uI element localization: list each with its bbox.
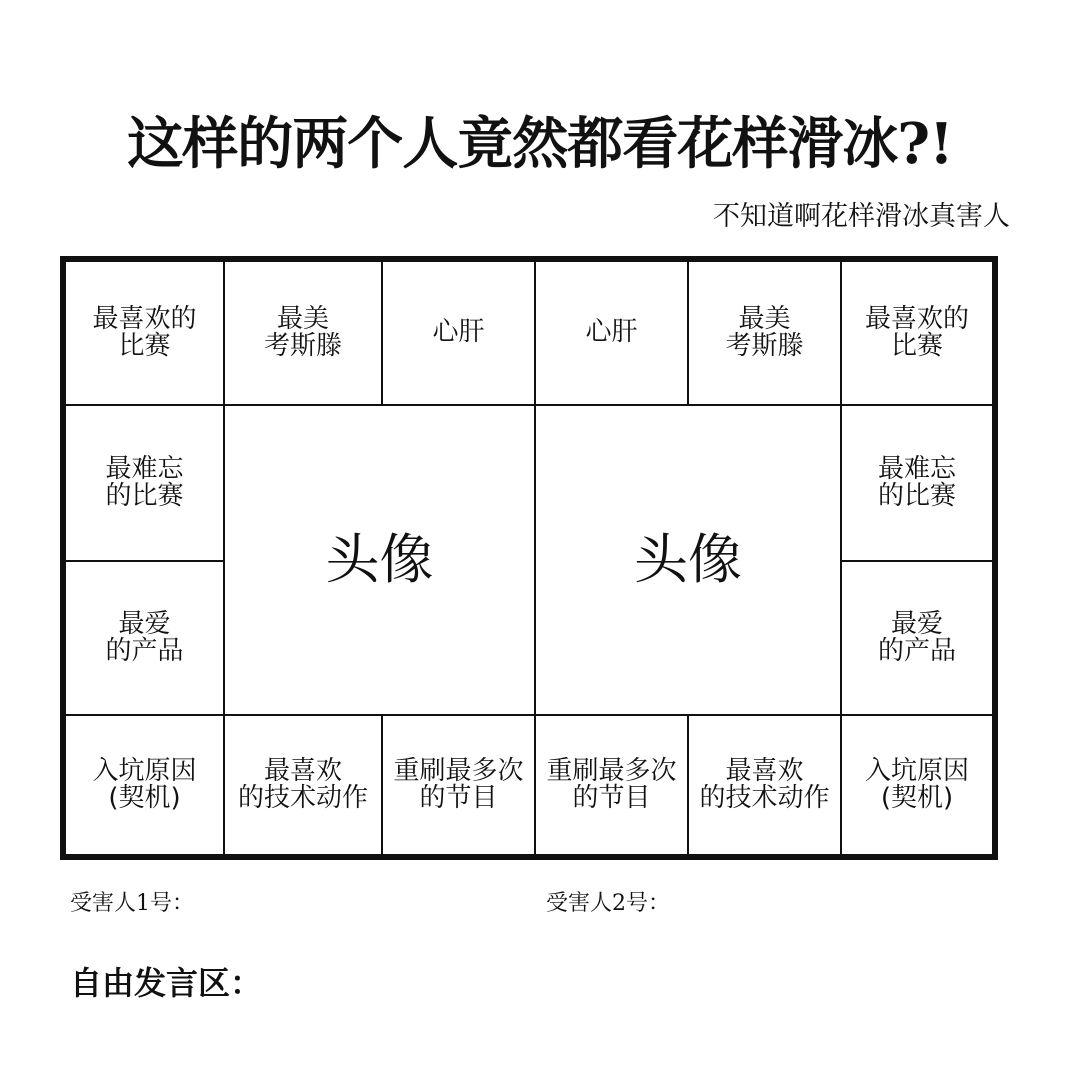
- free-speech-label: 自由发言区：: [70, 964, 263, 1002]
- cell-favorite-technique-2[interactable]: 最喜欢 的技术动作: [687, 714, 842, 856]
- cell-best-costume-1[interactable]: 最美 考斯滕: [223, 260, 383, 406]
- cell-most-rewatched-program-1[interactable]: 重刷最多次 的节目: [381, 714, 536, 856]
- cell-memorable-competition-1[interactable]: 最难忘 的比赛: [64, 404, 225, 562]
- cell-entry-reason-1[interactable]: 入坑原因 (契机): [64, 714, 225, 856]
- page-title: 这样的两个人竟然都看花样滑冰?!: [127, 111, 953, 177]
- cell-favorite-competition-1[interactable]: 最喜欢的 比赛: [64, 260, 225, 406]
- cell-darling-2[interactable]: 心肝: [534, 260, 689, 406]
- avatar-placeholder-1[interactable]: 头像: [223, 404, 536, 716]
- cell-memorable-competition-2[interactable]: 最难忘 的比赛: [840, 404, 994, 562]
- cell-best-costume-2[interactable]: 最美 考斯滕: [687, 260, 842, 406]
- cell-entry-reason-2[interactable]: 入坑原因 (契机): [840, 714, 994, 856]
- cell-favorite-product-1[interactable]: 最爱 的产品: [64, 560, 225, 716]
- victim1-label: 受害人1号：: [70, 891, 194, 916]
- avatar-placeholder-2[interactable]: 头像: [534, 404, 842, 716]
- cell-darling-1[interactable]: 心肝: [381, 260, 536, 406]
- cell-favorite-product-2[interactable]: 最爱 的产品: [840, 560, 994, 716]
- cell-favorite-technique-1[interactable]: 最喜欢 的技术动作: [223, 714, 383, 856]
- victim2-label: 受害人2号：: [546, 891, 670, 916]
- page-subtitle: 不知道啊花样滑冰真害人: [713, 201, 1010, 232]
- questionnaire-grid: [60, 256, 998, 860]
- cell-favorite-competition-2[interactable]: 最喜欢的 比赛: [840, 260, 994, 406]
- cell-most-rewatched-program-2[interactable]: 重刷最多次 的节目: [534, 714, 689, 856]
